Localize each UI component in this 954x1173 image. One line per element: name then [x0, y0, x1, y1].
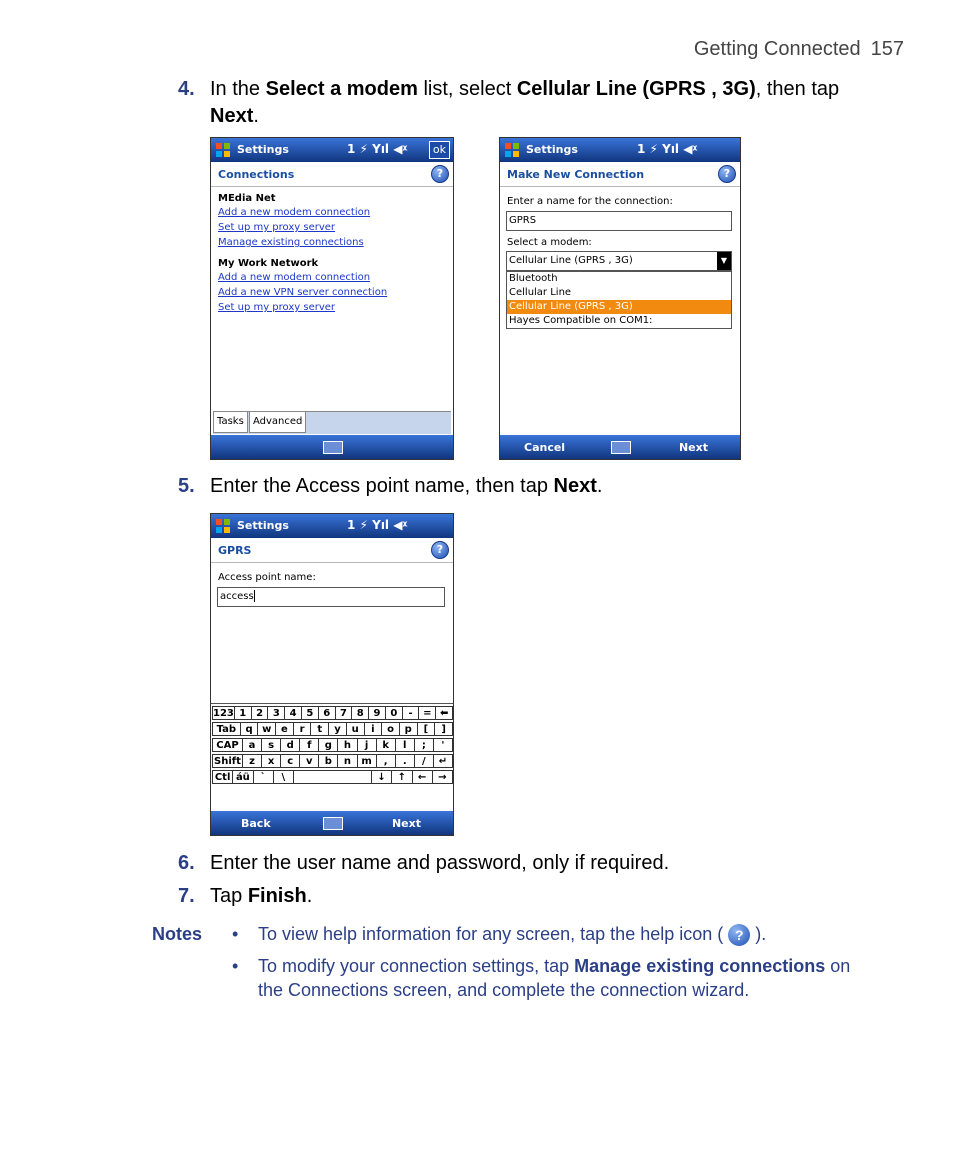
status-icons[interactable]: 1 ⚡ Yıl ◀ᵡ	[347, 142, 408, 156]
key[interactable]: v	[299, 754, 319, 768]
title: Settings	[526, 143, 578, 156]
page-number: 157	[870, 38, 904, 60]
sub-header	[211, 162, 453, 187]
keyboard-row	[212, 722, 452, 737]
proxy-server-link[interactable]: Set up my proxy server	[218, 222, 336, 233]
step-text: Enter the user name and password, only if required.	[210, 852, 670, 874]
key[interactable]: ]	[434, 722, 453, 736]
arrow-up-key[interactable]: ↑	[391, 770, 412, 784]
apn-value: access	[220, 591, 254, 602]
key[interactable]: 1	[234, 706, 252, 720]
page-header	[694, 38, 904, 61]
key[interactable]: =	[418, 706, 436, 720]
key[interactable]: r	[293, 722, 312, 736]
cancel-softkey[interactable]: Cancel	[524, 441, 566, 454]
key[interactable]: `	[253, 770, 274, 784]
section-title: Getting Connected	[693, 38, 861, 60]
connection-name-input[interactable]: GPRS	[506, 211, 732, 231]
back-softkey[interactable]: Back	[241, 817, 271, 830]
next-softkey[interactable]: Next	[678, 441, 708, 454]
key[interactable]: -	[402, 706, 420, 720]
key[interactable]: p	[399, 722, 418, 736]
apn-label: Access point name:	[218, 572, 316, 583]
bullet: •	[232, 924, 239, 944]
key[interactable]: 7	[335, 706, 353, 720]
help-icon: ?	[728, 924, 750, 946]
note-text: To modify your connection settings, tap Manage existing connections on the Connections screen, and complete the connection wizard.	[258, 956, 851, 1000]
modem-label: Select a modem:	[507, 237, 592, 248]
space-key[interactable]	[293, 770, 372, 784]
tab-tasks[interactable]: Tasks	[213, 412, 248, 433]
sub-header	[211, 538, 453, 563]
key[interactable]: u	[346, 722, 365, 736]
dropdown-arrow-icon[interactable]: ▼	[717, 252, 731, 270]
key[interactable]: 8	[351, 706, 369, 720]
key[interactable]: 2	[251, 706, 269, 720]
key[interactable]: 0	[385, 706, 403, 720]
key[interactable]: g	[318, 738, 338, 752]
title-bar	[500, 138, 740, 162]
gprs-screen	[210, 513, 454, 836]
key[interactable]: /	[414, 754, 434, 768]
key[interactable]: e	[275, 722, 294, 736]
backspace-key[interactable]: ⬅	[435, 706, 453, 720]
key[interactable]: n	[337, 754, 357, 768]
modem-option[interactable]: Hayes Compatible on COM1:	[509, 315, 653, 326]
windows-logo-icon[interactable]	[504, 142, 520, 158]
key[interactable]: [	[417, 722, 436, 736]
key[interactable]: 5	[301, 706, 319, 720]
tab-advanced[interactable]: Advanced	[249, 412, 306, 433]
tab-key[interactable]: Tab	[212, 722, 241, 736]
key[interactable]: ,	[376, 754, 396, 768]
keyboard-row	[212, 770, 452, 785]
modem-select[interactable]	[506, 251, 732, 271]
keyboard-icon[interactable]	[611, 441, 631, 454]
proxy-server-link[interactable]: Set up my proxy server	[218, 302, 336, 313]
key[interactable]: h	[337, 738, 357, 752]
modem-select-value: Cellular Line (GPRS , 3G)	[509, 255, 633, 266]
step-number: 4.	[178, 78, 195, 100]
key[interactable]: i	[364, 722, 383, 736]
ok-button[interactable]: ok	[429, 141, 450, 159]
key[interactable]: q	[240, 722, 259, 736]
connections-screen	[210, 137, 454, 460]
key[interactable]: c	[280, 754, 300, 768]
soft-key-bar	[211, 435, 453, 459]
key[interactable]: ;	[414, 738, 434, 752]
enter-key[interactable]: ↵	[433, 754, 453, 768]
network-name: My Work Network	[218, 258, 319, 269]
title: Settings	[237, 143, 289, 156]
key[interactable]: '	[433, 738, 453, 752]
status-icons[interactable]: 1 ⚡ Yıl ◀ᵡ	[347, 518, 408, 532]
add-vpn-connection-link[interactable]: Add a new VPN server connection	[218, 287, 388, 298]
key[interactable]: s	[261, 738, 281, 752]
add-modem-connection-link[interactable]: Add a new modem connection	[218, 207, 371, 218]
soft-keyboard	[211, 703, 453, 811]
step-text: Tap Finish.	[210, 885, 313, 907]
title-bar	[211, 138, 453, 162]
key[interactable]: z	[242, 754, 262, 768]
notes-label: Notes	[152, 924, 203, 944]
keyboard-row	[212, 706, 452, 721]
key[interactable]: w	[257, 722, 276, 736]
modem-option[interactable]: Cellular Line	[509, 287, 572, 298]
arrow-down-key[interactable]: ↓	[371, 770, 392, 784]
caps-key[interactable]: CAP	[212, 738, 243, 752]
next-softkey[interactable]: Next	[391, 817, 421, 830]
step-number: 5.	[178, 475, 195, 497]
arrow-left-key[interactable]: ←	[412, 770, 433, 784]
connection-name-label: Enter a name for the connection:	[507, 196, 673, 207]
tab-bar	[213, 411, 451, 434]
shift-key[interactable]: Shift	[212, 754, 243, 768]
help-icon[interactable]: ?	[718, 165, 736, 183]
status-icons[interactable]: 1 ⚡ Yıl ◀ᵡ	[637, 142, 698, 156]
ctrl-key[interactable]: Ctl	[212, 770, 233, 784]
step-number: 6.	[178, 852, 195, 874]
step-text: Enter the Access point name, then tap Next.	[210, 475, 603, 497]
sub-header-title: GPRS	[218, 544, 252, 557]
keyboard-icon[interactable]	[323, 817, 343, 830]
key[interactable]: 123	[213, 708, 234, 719]
key[interactable]: \	[273, 770, 294, 784]
add-modem-connection-link[interactable]: Add a new modem connection	[218, 272, 371, 283]
soft-key-bar	[211, 811, 453, 835]
key[interactable]: t	[310, 722, 329, 736]
help-icon[interactable]: ?	[431, 165, 449, 183]
text-cursor	[254, 590, 255, 602]
title-bar	[211, 514, 453, 538]
key[interactable]: 3	[267, 706, 285, 720]
accent-key[interactable]: áü	[232, 770, 253, 784]
key[interactable]: a	[242, 738, 262, 752]
modem-option[interactable]: Bluetooth	[509, 273, 558, 284]
key[interactable]: o	[381, 722, 400, 736]
key[interactable]: j	[357, 738, 377, 752]
step-number: 7.	[178, 885, 195, 907]
keyboard-row	[212, 754, 452, 769]
key[interactable]: d	[280, 738, 300, 752]
key[interactable]: b	[318, 754, 338, 768]
key[interactable]: .	[395, 754, 415, 768]
manage-connections-link[interactable]: Manage existing connections	[218, 237, 364, 248]
key[interactable]: 4	[284, 706, 302, 720]
key[interactable]: x	[261, 754, 281, 768]
soft-key-bar	[500, 435, 740, 459]
sub-header-title: Make New Connection	[507, 168, 645, 181]
key[interactable]: m	[357, 754, 377, 768]
modem-options-list	[506, 271, 732, 329]
sub-header	[500, 162, 740, 187]
windows-logo-icon[interactable]	[215, 518, 231, 534]
note-text: To view help information for any screen, tap the help icon ( ? ).	[258, 922, 878, 946]
step-text: In the Select a modem list, select Cellular Line (GPRS , 3G), then tap Next.	[210, 78, 840, 127]
key[interactable]: k	[376, 738, 396, 752]
modem-option-selected[interactable]: Cellular Line (GPRS , 3G)	[507, 300, 731, 314]
keyboard-row	[212, 738, 452, 753]
windows-logo-icon[interactable]	[215, 142, 231, 158]
apn-input[interactable]	[217, 587, 445, 607]
keyboard-icon[interactable]	[323, 441, 343, 454]
key[interactable]: y	[328, 722, 347, 736]
key[interactable]: 6	[318, 706, 336, 720]
arrow-right-key[interactable]: →	[432, 770, 453, 784]
key[interactable]: f	[299, 738, 319, 752]
help-icon[interactable]: ?	[431, 541, 449, 559]
make-new-connection-screen	[499, 137, 741, 460]
title: Settings	[237, 519, 289, 532]
key[interactable]: 9	[368, 706, 386, 720]
network-name: MEdia Net	[218, 193, 276, 204]
sub-header-title: Connections	[218, 168, 295, 181]
key[interactable]: l	[395, 738, 415, 752]
bullet: •	[232, 956, 239, 976]
